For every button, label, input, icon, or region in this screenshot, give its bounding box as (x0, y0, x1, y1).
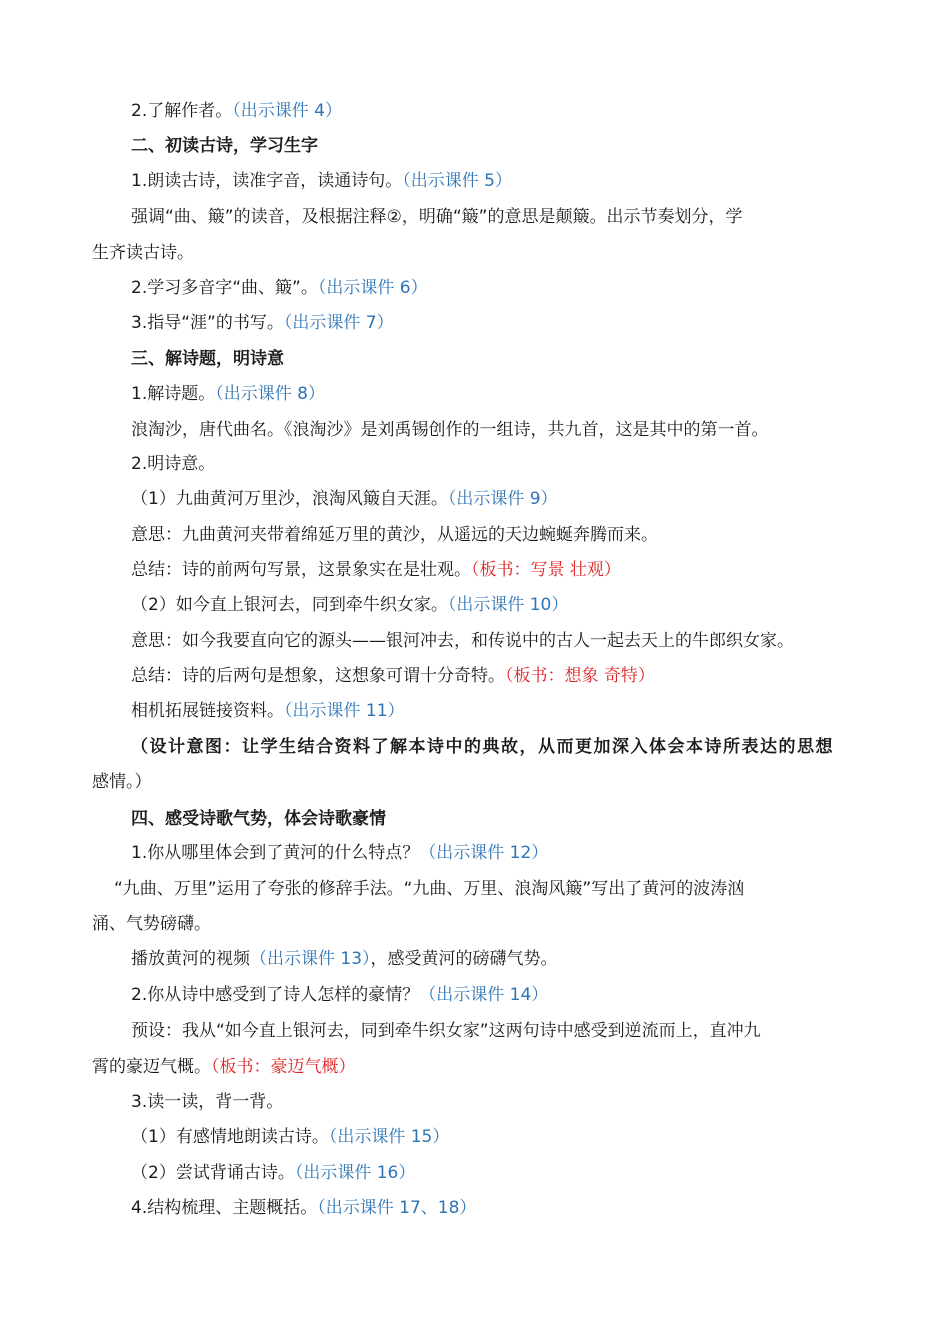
board-note: （板书：写景 壮观） (471, 560, 621, 580)
section-heading: 四、感受诗歌气势，体会诗歌豪情 (131, 809, 386, 829)
paragraph: “九曲、万里”运用了夸张的修辞手法。“九曲、万里、浪淘风簸”写出了黄河的波涛汹 (114, 879, 745, 899)
courseware-ref: （出示课件 6） (317, 278, 428, 298)
paragraph: 强调“曲、簸”的读音，及根据注释②，明确“簸”的意思是颠簸。出示节奏划分，学 (131, 207, 743, 227)
board-note: （板书：豪迈气概） (211, 1057, 356, 1077)
paragraph: 1.你从哪里体会到了黄河的什么特点？（出示课件 12） (131, 843, 549, 863)
section-heading: 二、初读古诗，学习生字 (131, 136, 318, 156)
courseware-ref: （出示课件 4） (232, 101, 342, 121)
paragraph: 总结：诗的前两句写景，这景象实在是壮观。（板书：写景 壮观） (131, 560, 621, 580)
design-intent-continuation: 感情。） (92, 772, 152, 792)
courseware-ref: （出示课件 10） (447, 595, 569, 615)
section-heading: 三、解诗题，明诗意 (131, 349, 284, 369)
paragraph: 2.你从诗中感受到了诗人怎样的豪情？（出示课件 14） (131, 985, 549, 1005)
paragraph: （2）尝试背诵古诗。（出示课件 16） (131, 1163, 416, 1183)
paragraph: 3.读一读，背一背。 (131, 1092, 284, 1112)
paragraph: 2.学习多音字“曲、簸”。（出示课件 6） (131, 278, 428, 298)
paragraph: 播放黄河的视频（出示课件 13），感受黄河的磅礴气势。 (131, 949, 558, 969)
paragraph: （1）有感情地朗读古诗。（出示课件 15） (131, 1127, 450, 1147)
paragraph-continuation: 生齐读古诗。 (92, 243, 194, 263)
paragraph-continuation: 霄的豪迈气概。（板书：豪迈气概） (92, 1057, 356, 1077)
paragraph: 相机拓展链接资料。（出示课件 11） (131, 701, 405, 721)
courseware-ref: （出示课件 15） (328, 1127, 450, 1147)
courseware-ref: （出示课件 13） (250, 949, 371, 969)
poem-line: （2）如今直上银河去，同到牵牛织女家。（出示课件 10） (131, 595, 569, 615)
courseware-ref: （出示课件 7） (283, 313, 394, 333)
courseware-ref: （出示课件 17、18） (317, 1198, 477, 1218)
paragraph: 2.明诗意。 (131, 454, 216, 474)
paragraph: 3.指导“涯”的书写。（出示课件 7） (131, 313, 394, 333)
courseware-ref: （出示课件 9） (447, 489, 558, 509)
courseware-ref: （出示课件 16） (294, 1163, 416, 1183)
courseware-ref: （出示课件 14） (419, 985, 549, 1005)
paragraph: 1.朗读古诗，读准字音，读通诗句。（出示课件 5） (131, 171, 512, 191)
paragraph: 2.了解作者。（出示课件 4） (131, 101, 342, 121)
board-note: （板书：想象 奇特） (505, 666, 655, 686)
paragraph: 浪淘沙，唐代曲名。《浪淘沙》是刘禹锡创作的一组诗，共九首，这是其中的第一首。 (131, 420, 769, 440)
design-intent: （设计意图：让学生结合资料了解本诗中的典故，从而更加深入体会本诗所表达的思想 (131, 737, 834, 757)
paragraph: 预设：我从“如今直上银河去，同到牵牛织女家”这两句诗中感受到逆流而上，直冲九 (131, 1021, 761, 1041)
poem-line: （1）九曲黄河万里沙，浪淘风簸自天涯。（出示课件 9） (131, 489, 558, 509)
paragraph: 总结：诗的后两句是想象，这想象可谓十分奇特。（板书：想象 奇特） (131, 666, 655, 686)
courseware-ref: （出示课件 12） (419, 843, 549, 863)
paragraph: 意思：如今我要直向它的源头——银河冲去，和传说中的古人一起去天上的牛郎织女家。 (131, 631, 794, 651)
paragraph: 1.解诗题。（出示课件 8） (131, 384, 325, 404)
paragraph: 4.结构梳理、主题概括。（出示课件 17、18） (131, 1198, 477, 1218)
paragraph-continuation: 涌、气势磅礴。 (92, 914, 211, 934)
courseware-ref: （出示课件 11） (284, 701, 405, 721)
paragraph: 意思：九曲黄河夹带着绵延万里的黄沙，从遥远的天边蜿蜒奔腾而来。 (131, 525, 658, 545)
courseware-ref: （出示课件 8） (215, 384, 325, 404)
courseware-ref: （出示课件 5） (402, 171, 512, 191)
